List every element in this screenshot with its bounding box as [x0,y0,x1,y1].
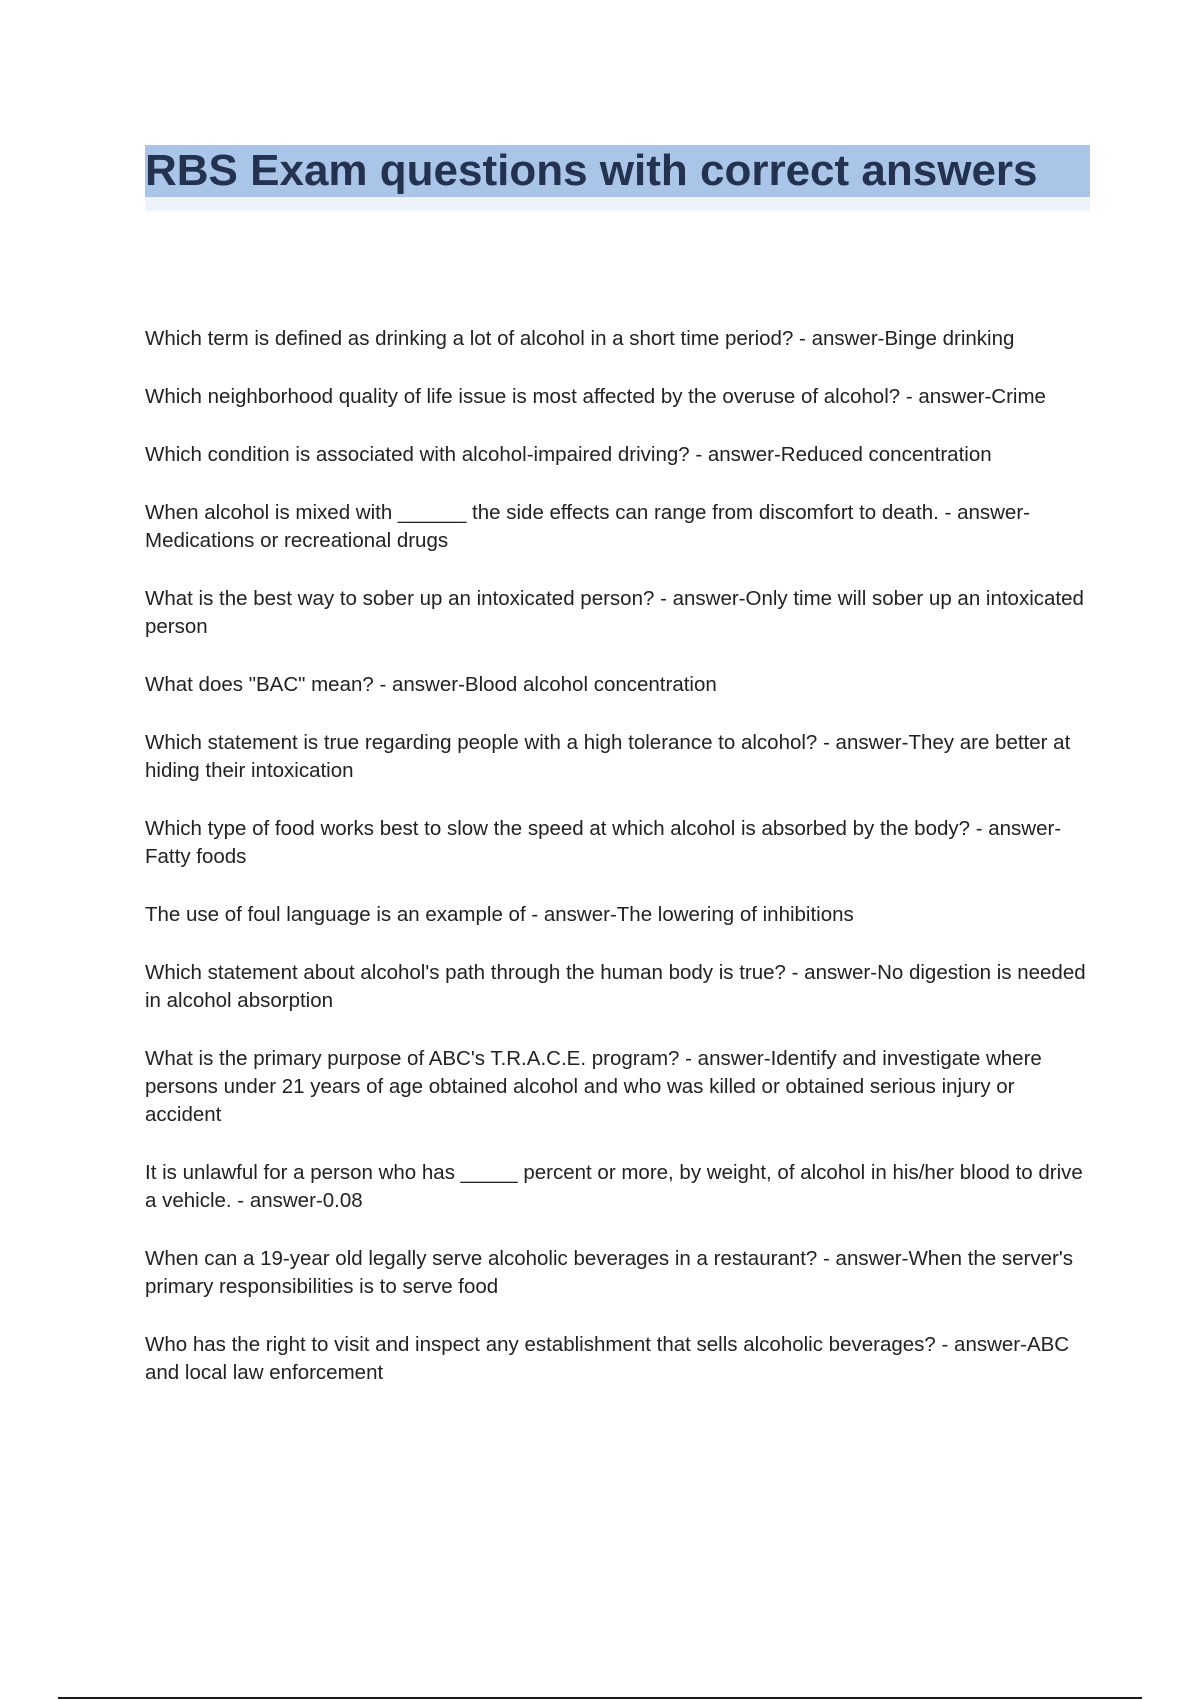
qa-item: The use of foul language is an example of - answer-The lowering of inhibitions [145,903,854,926]
qa-item: When alcohol is mixed with ______ the side effects can range from discomfort to death. - answer-Medications or recreational drugs [145,501,1030,552]
qa-item: What does "BAC" mean? - answer-Blood alcohol concentration [145,673,717,696]
qa-item: What is the primary purpose of ABC's T.R.A.C.E. program? - answer-Identify and investigate where persons under 21 years of age obtained alcohol and who was killed or obtained serious injury or accident [145,1047,1042,1126]
title-block [145,145,1090,211]
qa-item: Which condition is associated with alcohol-impaired driving? - answer-Reduced concentration [145,443,992,466]
footer-divider [58,1697,1142,1699]
qa-item: When can a 19-year old legally serve alcoholic beverages in a restaurant? - answer-When the server's primary responsibilities is to serve food [145,1247,1074,1298]
qa-item: Who has the right to visit and inspect any establishment that sells alcoholic beverages? - answer-ABC and local law enforcement [145,1333,1070,1384]
qa-list [145,325,1090,1417]
qa-item: It is unlawful for a person who has _____ percent or more, by weight, of alcohol in his/her blood to drive a vehicle. - answer-0.08 [145,1161,1083,1212]
qa-item: Which statement about alcohol's path through the human body is true? - answer-No digestion is needed in alcohol absorption [145,961,1086,1012]
qa-item: Which neighborhood quality of life issue is most affected by the overuse of alcohol? - answer-Crime [145,385,1046,408]
qa-item: Which type of food works best to slow the speed at which alcohol is absorbed by the body? - answer-Fatty foods [145,817,1062,868]
qa-item: Which statement is true regarding people with a high tolerance to alcohol? - answer-They are better at hiding their intoxication [145,731,1071,782]
page-title: RBS Exam questions with correct answers [145,146,1038,195]
qa-item: Which term is defined as drinking a lot of alcohol in a short time period? - answer-Binge drinking [145,327,1015,350]
qa-item: What is the best way to sober up an intoxicated person? - answer-Only time will sober up an intoxicated person [145,587,1084,638]
